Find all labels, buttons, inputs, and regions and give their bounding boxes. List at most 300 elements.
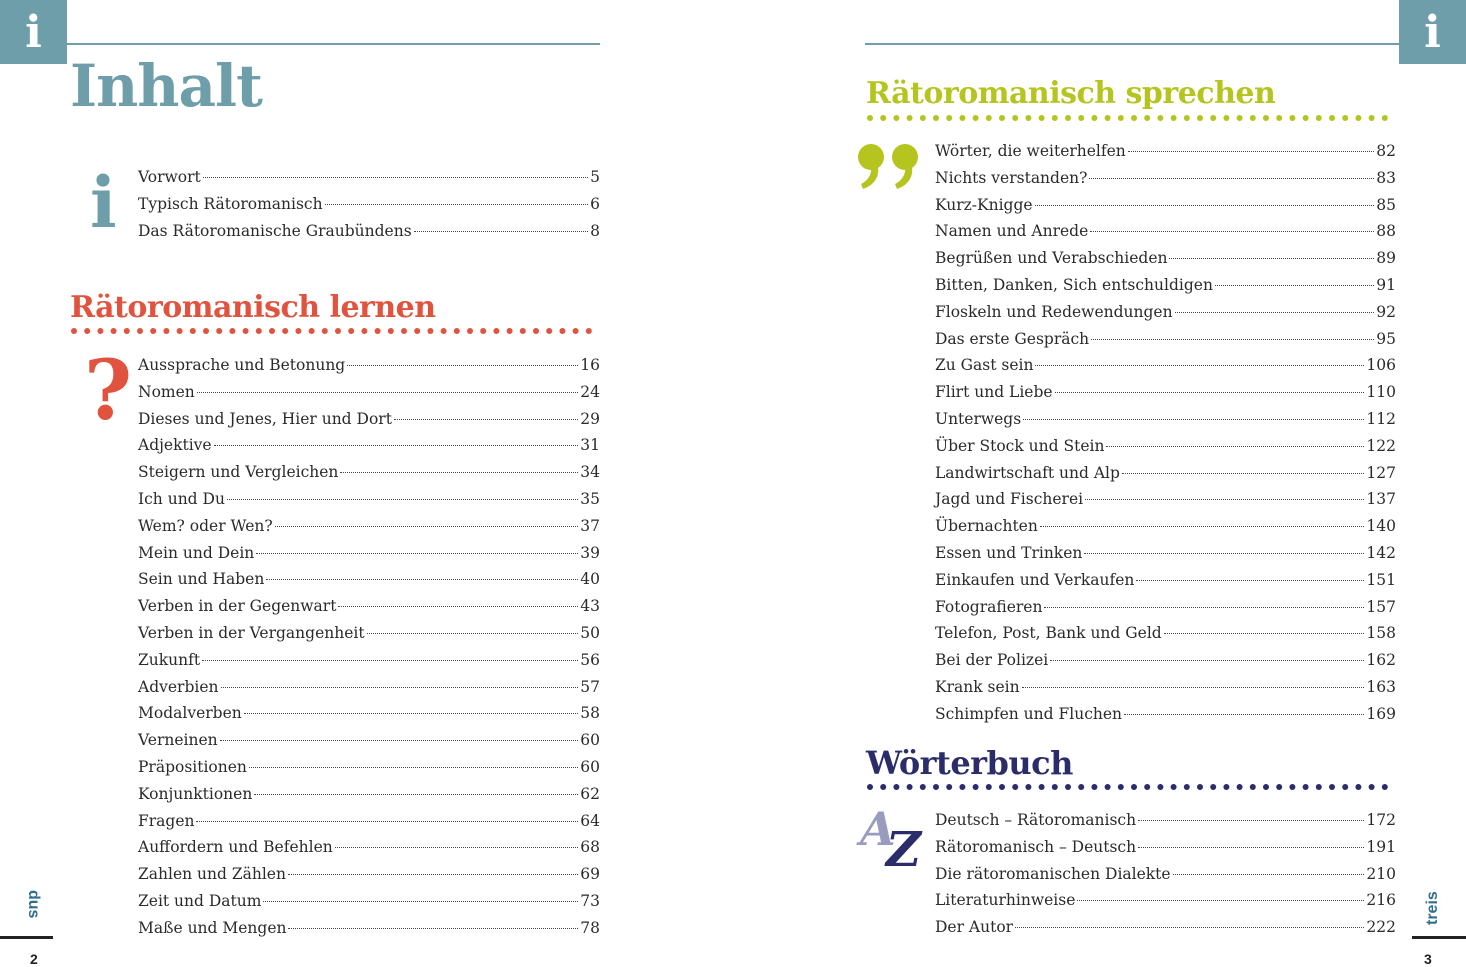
dot-leader [214,445,579,446]
toc-entry [138,785,600,812]
divider-dot [1329,115,1335,121]
divider-dot [1355,784,1361,790]
divider-dot [1012,784,1018,790]
divider-dot [1250,115,1256,121]
dot-leader [1035,205,1375,206]
toc-entry [935,544,1396,571]
dot-leader [1040,526,1365,527]
dot-leader [1089,178,1374,179]
divider-dot [124,328,130,334]
toc-entry-title: Begrüßen und Verabschieden [935,249,1168,268]
toc-entry-title: Ich und Du [138,489,225,508]
divider-dot [1316,784,1322,790]
toc-entry [935,838,1396,865]
divider-dot [1382,784,1388,790]
dot-leader [1128,151,1374,152]
toc-entry [138,356,600,383]
dot-leader [1138,847,1364,848]
divider-dot [880,784,886,790]
divider-dot [986,784,992,790]
divider-dot [348,328,354,334]
toc-entry-page: 216 [1366,891,1396,910]
toc-entry [138,436,600,463]
toc-entry-title: Krank sein [935,677,1020,696]
divider-dot [933,784,939,790]
toc-entry-title: Präpositionen [138,757,247,776]
toc-entry [935,383,1396,410]
dot-leader [256,553,578,554]
toc-entry [138,383,600,410]
toc-entry-page: 122 [1366,436,1396,455]
toc-entry [935,918,1396,945]
toc-entry [138,892,600,919]
toc-entry [138,838,600,865]
toc-entry-title: Kurz-Knigge [935,195,1033,214]
toc-entry [935,571,1396,598]
toc-entry-page: 34 [580,463,600,482]
dot-leader [1215,285,1374,286]
toc-entry-page: 5 [590,168,600,186]
toc-entry-page: 158 [1366,624,1396,643]
toc-entry-page: 39 [580,543,600,562]
toc-entry-page: 56 [580,650,600,669]
dot-leader [1035,365,1364,366]
toc-entry-page: 85 [1376,195,1396,214]
toc-entry [138,704,600,731]
divider-dot [507,328,513,334]
top-rule-right [865,43,1399,45]
toc-entry-page: 6 [590,194,600,213]
page-title: Inhalt [70,52,262,120]
toc-entry-title: Übernachten [935,517,1038,536]
divider-dot [256,328,262,334]
toc-entry [138,651,600,678]
dot-leader [202,660,578,661]
toc-entry-page: 35 [580,489,600,508]
divider-dot [111,328,117,334]
divider-dot [177,328,183,334]
divider-dot [295,328,301,334]
dot-leader [1022,687,1365,688]
toc-entry-page: 50 [580,623,600,642]
divider-dot [1171,115,1177,121]
divider-dot [1223,784,1229,790]
toc-entry-title: Zeit und Datum [138,891,262,910]
divider-dot [1012,115,1018,121]
toc-entry [138,597,600,624]
divider-dot [203,328,209,334]
divider-dot [1289,115,1295,121]
divider-dot [1078,115,1084,121]
dot-leader [220,740,579,741]
divider-dot [1131,115,1137,121]
dot-leader [1050,660,1364,661]
divider-dot [573,328,579,334]
toc-entry-page: 157 [1366,597,1396,616]
toc-learn-list [138,356,600,946]
toc-entry [138,463,600,490]
toc-entry-title: Bei der Polizei [935,651,1049,670]
divider-dot [533,328,539,334]
dot-leader [338,606,578,607]
divider-dot [946,784,952,790]
toc-entry-page: 73 [580,891,600,910]
toc-entry-title: Sein und Haben [138,570,265,589]
toc-entry [935,276,1396,303]
dot-leader [197,392,579,393]
toc-entry-page: 88 [1376,222,1396,241]
toc-entry-page: 62 [580,784,600,803]
toc-entry [935,169,1396,196]
divider-dot [1184,784,1190,790]
dotted-divider-learn [70,327,600,335]
toc-entry [138,517,600,544]
divider-dot [375,328,381,334]
toc-entry-title: Verneinen [138,731,218,750]
divider-dot [1025,784,1031,790]
info-tab-left: i [0,0,67,64]
toc-entry-page: 37 [580,516,600,535]
toc-entry-title: Unterwegs [935,409,1022,428]
divider-dot [520,328,526,334]
divider-dot [1184,115,1190,121]
toc-entry-page: 191 [1366,837,1396,856]
divider-dot [907,115,913,121]
section-title-dict: Wörterbuch [866,744,1073,782]
toc-entry-page: 92 [1376,302,1396,321]
toc-entry-title: Mein und Dein [138,543,255,562]
divider-dot [190,328,196,334]
dot-leader [325,204,589,205]
divider-dot [243,328,249,334]
divider-dot [1382,115,1388,121]
toc-entry-title: Namen und Anrede [935,222,1089,241]
toc-entry [935,624,1396,651]
dot-leader [227,499,578,500]
dot-leader [196,821,578,822]
divider-dot [546,328,552,334]
toc-entry [935,705,1396,732]
dot-leader [1138,820,1364,821]
toc-entry-title: Vorwort [138,168,201,186]
divider-dot [1065,115,1071,121]
divider-dot [1369,784,1375,790]
dot-leader [1169,258,1374,259]
toc-entry-title: Floskeln und Redewendungen [935,302,1173,321]
divider-dot [559,328,565,334]
divider-dot [1263,115,1269,121]
divider-dot [1342,115,1348,121]
divider-dot [973,115,979,121]
toc-entry-page: 95 [1376,329,1396,348]
toc-entry-title: Aussprache und Betonung [138,356,346,374]
divider-dot [1105,115,1111,121]
toc-entry [935,142,1396,169]
divider-dot [893,115,899,121]
divider-dot [1144,115,1150,121]
divider-dot [999,115,1005,121]
toc-entry-title: Bitten, Danken, Sich entschuldigen [935,275,1213,294]
dot-leader [1175,312,1375,313]
toc-entry-page: 60 [580,757,600,776]
divider-dot [1157,115,1163,121]
divider-dot [84,328,90,334]
divider-dot [71,328,77,334]
divider-dot [309,328,315,334]
toc-entry-title: Nomen [138,382,195,401]
toc-entry [138,570,600,597]
toc-entry-page: 40 [580,570,600,589]
dot-leader [249,767,578,768]
dotted-divider-dict [866,783,1396,791]
toc-entry-page: 8 [590,221,600,240]
divider-dot [1144,784,1150,790]
toc-entry-title: Konjunktionen [138,784,253,803]
dot-leader [367,633,579,634]
toc-entry [935,678,1396,705]
toc-entry-page: 83 [1376,168,1396,187]
divider-dot [427,328,433,334]
toc-entry-page: 142 [1366,543,1396,562]
divider-dot [1118,784,1124,790]
divider-dot [1065,784,1071,790]
dot-leader [263,901,578,902]
toc-entry-page: 137 [1366,490,1396,509]
toc-entry-page: 68 [580,838,600,857]
toc-entry-page: 91 [1376,275,1396,294]
toc-entry [935,410,1396,437]
toc-entry [138,865,600,892]
toc-entry-page: 172 [1366,811,1396,829]
toc-entry-title: Verben in der Vergangenheit [138,623,365,642]
toc-entry-title: Zukunft [138,650,201,669]
toc-entry-page: 110 [1366,383,1396,402]
toc-entry [935,598,1396,625]
page-number-left: 2 [30,951,38,967]
dot-leader [221,687,579,688]
dot-leader [1173,874,1365,875]
dot-leader [1164,633,1365,634]
footer-rule-right [1412,936,1466,939]
divider-dot [959,115,965,121]
toc-entry-page: 112 [1366,409,1396,428]
divider-dot [893,784,899,790]
toc-entry-page: 151 [1366,570,1396,589]
toc-entry-page: 169 [1366,704,1396,723]
divider-dot [1250,784,1256,790]
dot-leader [347,365,578,366]
section-title-speak: Rätoromanisch sprechen [866,76,1276,111]
divider-dot [1025,115,1031,121]
toc-entry-page: 106 [1366,356,1396,375]
divider-dot [999,784,1005,790]
letter-a-icon: A [860,802,896,856]
toc-entry-page: 57 [580,677,600,696]
divider-dot [986,115,992,121]
toc-entry-title: Das Rätoromanische Graubündens [138,221,412,240]
toc-entry-page: 78 [580,918,600,937]
toc-entry [935,651,1396,678]
divider-dot [1369,115,1375,121]
toc-entry-page: 60 [580,731,600,750]
toc-entry [138,195,600,222]
dot-leader [1077,900,1364,901]
page-word-left: dus [25,890,42,919]
divider-dot [1276,784,1282,790]
divider-dot [880,115,886,121]
toc-entry [935,330,1396,357]
toc-entry [138,222,600,249]
dot-leader [1136,580,1364,581]
divider-dot [1355,115,1361,121]
toc-entry-page: 24 [580,382,600,401]
divider-dot [1329,784,1335,790]
dot-leader [254,794,578,795]
dot-leader [414,231,588,232]
divider-dot [282,328,288,334]
dot-leader [288,874,578,875]
toc-entry-title: Essen und Trinken [935,543,1083,562]
divider-dot [1052,784,1058,790]
dot-leader [335,847,579,848]
divider-dot [1210,784,1216,790]
divider-dot [97,328,103,334]
toc-entry-title: Deutsch – Rätoromanisch [935,811,1137,829]
toc-entry-title: Auffordern und Befehlen [138,838,333,857]
divider-dot [1091,115,1097,121]
dot-leader [1015,927,1364,928]
toc-entry [138,812,600,839]
toc-entry [935,196,1396,223]
dot-leader [1122,473,1364,474]
toc-entry [935,249,1396,276]
divider-dot [1223,115,1229,121]
footer-rule-left [0,936,53,939]
divider-dot [137,328,143,334]
divider-dot [322,328,328,334]
toc-entry-title: Einkaufen und Verkaufen [935,570,1135,589]
dot-leader [203,177,588,178]
toc-entry-title: Der Autor [935,918,1014,937]
toc-entry [138,678,600,705]
toc-entry [935,437,1396,464]
divider-dot [1303,115,1309,121]
toc-entry-page: 16 [580,356,600,374]
divider-dot [1197,115,1203,121]
dot-leader [1023,419,1364,420]
toc-entry-page: 140 [1366,517,1396,536]
toc-entry [935,811,1396,838]
top-rule-left [67,43,600,45]
dot-leader [1044,607,1364,608]
dot-leader [244,713,579,714]
divider-dot [867,115,873,121]
toc-entry-page: 82 [1376,142,1396,160]
toc-entry-title: Fragen [138,811,195,830]
toc-entry [935,490,1396,517]
toc-entry-title: Nichts verstanden? [935,168,1088,187]
toc-entry [138,410,600,437]
dot-leader [1091,339,1374,340]
toc-entry [138,758,600,785]
divider-dot [973,784,979,790]
page-number-right: 3 [1424,951,1432,967]
toc-entry-title: Über Stock und Stein [935,436,1105,455]
quote-icon [855,143,925,191]
divider-dot [920,784,926,790]
toc-entry-title: Wem? oder Wen? [138,516,273,535]
letter-z-icon: Z [886,822,922,878]
divider-dot [1197,784,1203,790]
dot-leader [275,526,579,527]
toc-speak-list [935,142,1396,732]
toc-entry [935,865,1396,892]
divider-dot [1276,115,1282,121]
divider-dot [1078,784,1084,790]
toc-entry-page: 43 [580,597,600,616]
dot-leader [340,472,578,473]
toc-entry [138,624,600,651]
toc-entry-title: Flirt und Liebe [935,383,1053,402]
toc-entry-title: Schimpfen und Fluchen [935,704,1123,723]
toc-entry-title: Zahlen und Zählen [138,865,286,884]
divider-dot [401,328,407,334]
toc-entry [935,464,1396,491]
divider-dot [493,328,499,334]
toc-entry [935,891,1396,918]
divider-dot [1210,115,1216,121]
toc-entry [138,919,600,946]
divider-dot [454,328,460,334]
toc-intro-list [138,168,600,248]
section-title-learn: Rätoromanisch lernen [70,290,436,325]
divider-dot [150,328,156,334]
toc-entry-title: Adverbien [138,677,219,696]
divider-dot [946,115,952,121]
divider-dot [1289,784,1295,790]
toc-entry-title: Verben in der Gegenwart [138,597,337,616]
divider-dot [1091,784,1097,790]
toc-entry-title: Adjektive [138,436,212,455]
divider-dot [933,115,939,121]
toc-entry [935,517,1396,544]
divider-dot [1039,784,1045,790]
divider-dot [1263,784,1269,790]
divider-dot [441,328,447,334]
divider-dot [1171,784,1177,790]
toc-entry [138,168,600,195]
divider-dot [1157,784,1163,790]
toc-entry-title: Typisch Rätoromanisch [138,194,323,213]
toc-entry-title: Jagd und Fischerei [935,490,1084,509]
toc-entry-title: Modalverben [138,704,242,723]
toc-entry [138,544,600,571]
divider-dot [388,328,394,334]
divider-dot [216,328,222,334]
toc-entry-title: Zu Gast sein [935,356,1034,375]
divider-dot [1039,115,1045,121]
toc-entry-page: 163 [1366,677,1396,696]
toc-entry-title: Telefon, Post, Bank und Geld [935,624,1162,643]
toc-entry-title: Maße und Mengen [138,918,287,937]
dot-leader [1084,553,1364,554]
toc-entry-title: Das erste Gespräch [935,329,1090,348]
dot-leader [1090,231,1374,232]
divider-dot [467,328,473,334]
toc-entry-title: Wörter, die weiterhelfen [935,142,1126,160]
divider-dot [1118,115,1124,121]
toc-entry-page: 127 [1366,463,1396,482]
